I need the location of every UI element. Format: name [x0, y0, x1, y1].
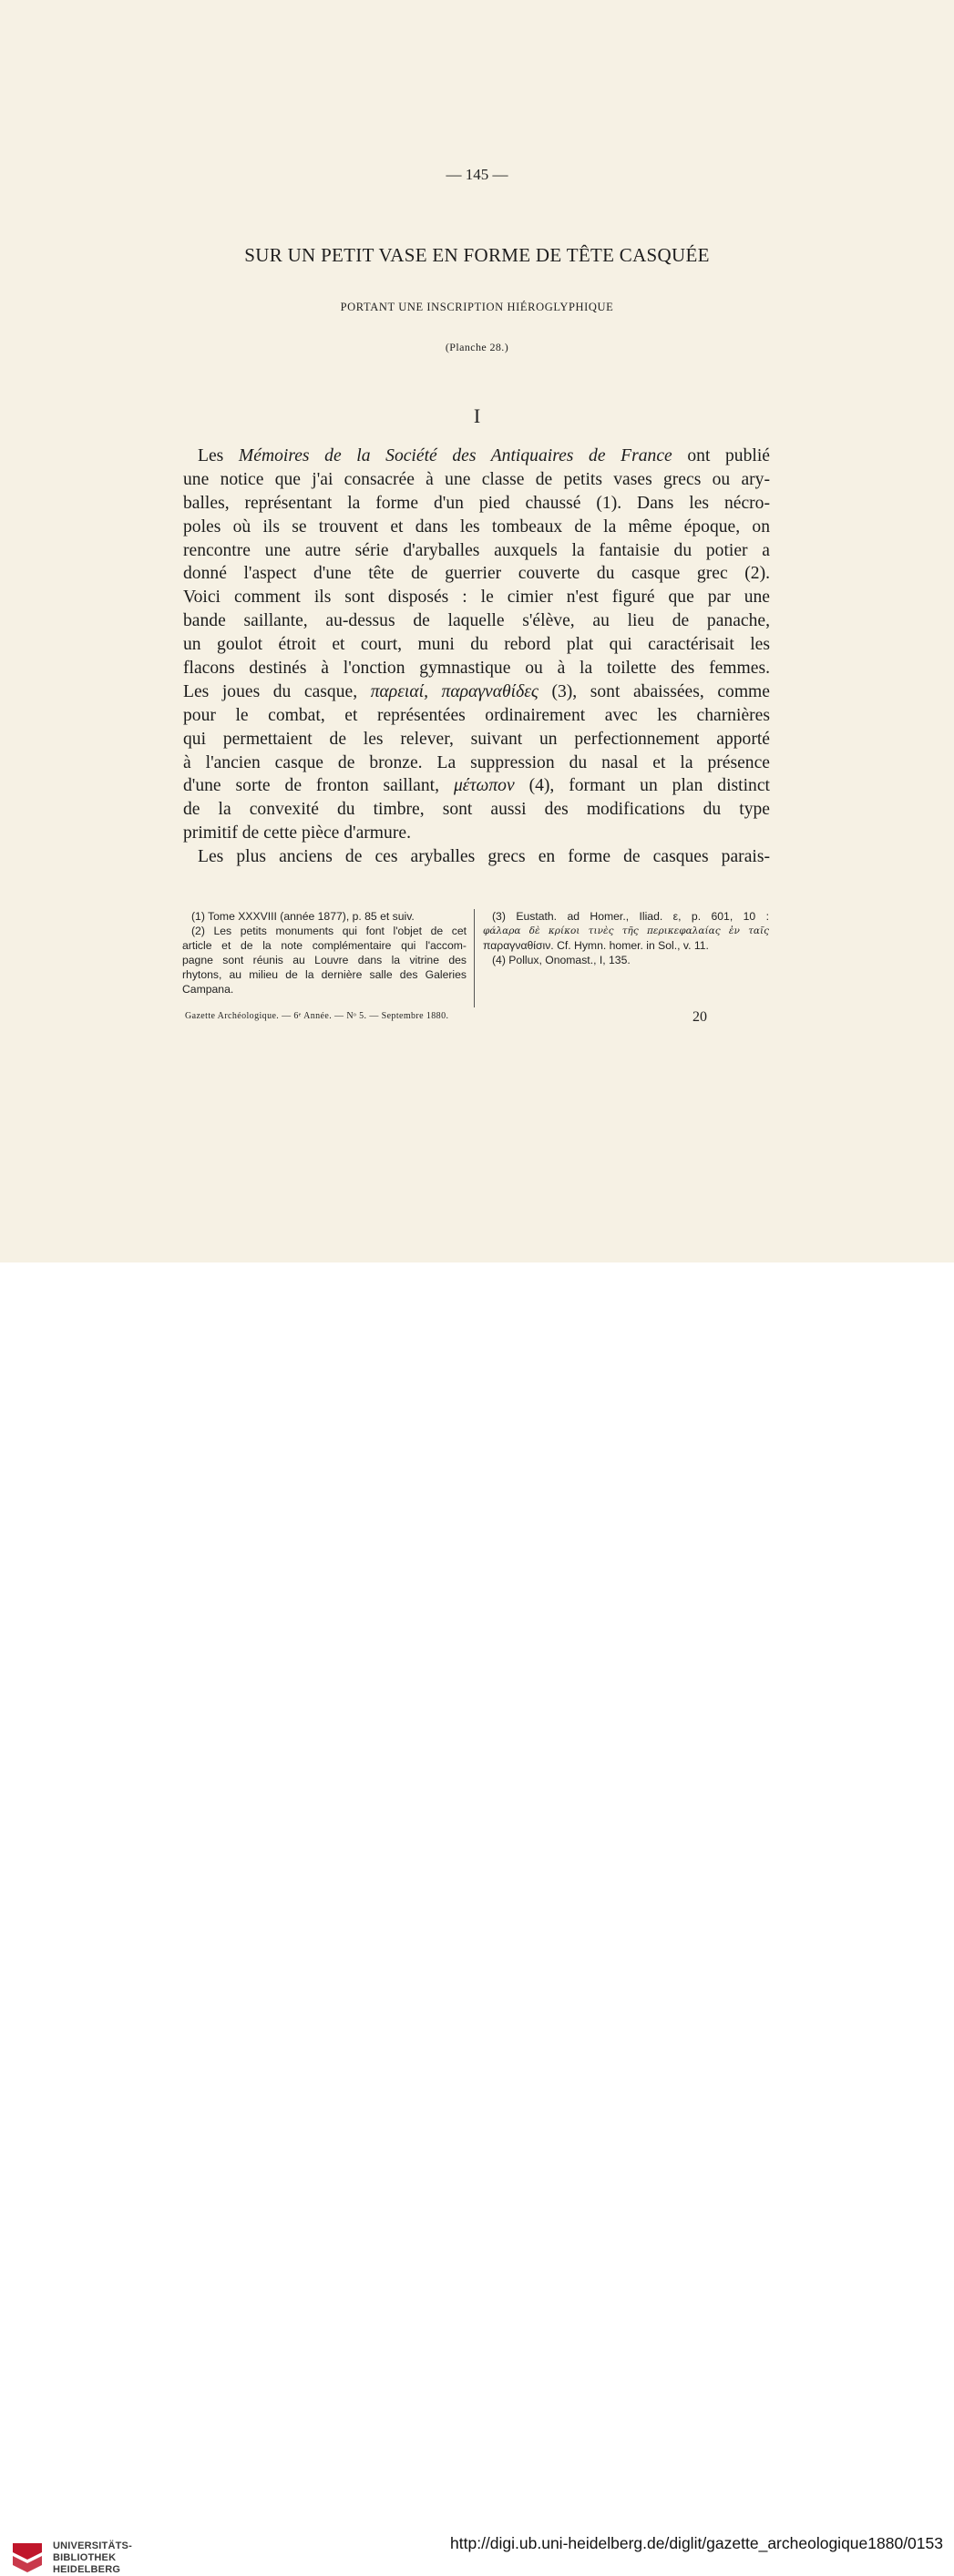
library-banner [0, 1262, 954, 2575]
body-line: Voici comment ils sont disposés : le cimier n'est figuré que par une [183, 588, 770, 608]
body-line: primitif de cette pièce d'armure. [183, 823, 411, 843]
footnote-line: (1) Tome XXXVIII (année 1877), p. 85 et suiv. [191, 910, 415, 923]
body-line-emphasis: Mémoires de la Société des Antiquaires de France [238, 446, 672, 465]
page-number: — 145 — [446, 166, 508, 183]
body-line-text: ont publié [672, 446, 770, 465]
body-line: Les plus anciens de ces aryballes grecs en forme de casques parais- [198, 847, 770, 867]
body-line: de la convexité du timbre, sont aussi des modifications du type [183, 800, 770, 820]
body-line [183, 680, 770, 704]
footnote-line: article et de la note complémentaire qui l'accom- [182, 939, 467, 953]
body-line: bande saillante, au-dessus de laquelle s'élève, au lieu de panache, [183, 611, 770, 631]
body-line-emphasis: παρειαί, παραγναθίδες [370, 681, 539, 701]
plate-reference: (Planche 28.) [445, 341, 509, 353]
body-line [183, 774, 770, 798]
body-line-text: d'une sorte de fronton saillant, [183, 776, 454, 796]
footnote-line: παραγναθίσιν. Cf. Hymn. homer. in Sol., v. 11. [483, 939, 709, 953]
library-name-line: BIBLIOTHEK [53, 2552, 117, 2563]
footnotes [182, 909, 771, 1011]
university-library-logo-icon [9, 2540, 46, 2576]
footnote-line: φάλαρα δὲ κρίκοι τινὲς τῆς περικεφαλαίας ἐν ταῖς [483, 925, 769, 937]
footnotes-left-column [182, 909, 467, 997]
body-line: balles, représentant la forme d'un pied chaussé (1). Dans les nécro- [183, 493, 770, 513]
footnote-line: (2) Les petits monuments qui font l'objet de cet [191, 925, 467, 938]
body-line: flacons destinés à l'onction gymnastique ou à la toilette des femmes. [183, 659, 770, 679]
footnote-line: rhytons, au milieu de la dernière salle des Galeries [182, 968, 467, 982]
body-line-text: (3), sont abaissées, comme [538, 681, 770, 701]
body-line [183, 445, 770, 468]
body-line: donné l'aspect d'une tête de guerrier couverte du casque grec (2). [183, 564, 770, 584]
signature-mark: 20 [692, 1009, 707, 1025]
section-numeral: I [473, 404, 481, 427]
body-line-text: Les joues du casque, [183, 681, 371, 701]
footnote-line: pagne sont réunis au Louvre dans la vitrine des [182, 954, 467, 967]
scanned-page [0, 0, 954, 1262]
body-line: qui permettaient de les relever, suivant un perfectionnement apporté [183, 729, 770, 749]
body-line-text: (4), formant un plan distinct [514, 776, 770, 796]
permalink-url[interactable]: http://digi.ub.uni-heidelberg.de/diglit/gazette_archeologique1880/0153 [450, 2534, 943, 2552]
footnote-line: (4) Pollux, Onomast., I, 135. [492, 954, 631, 967]
library-name-line: HEIDELBERG [53, 2564, 121, 2575]
body-line: pour le combat, et représentées ordinairement avec les charnières [183, 705, 770, 725]
body-line: rencontre une autre série d'aryballes auxquels la fantaisie du potier a [183, 540, 770, 560]
body-line-text: Les [198, 446, 239, 465]
footnote-divider [474, 909, 475, 1007]
library-name-line: UNIVERSITÄTS- [53, 2540, 132, 2551]
body-line: poles où ils se trouvent et dans les tombeaux de la même époque, on [183, 516, 770, 537]
article-subtitle: PORTANT UNE INSCRIPTION HIÉROGLYPHIQUE [340, 301, 614, 313]
article-title: SUR UN PETIT VASE EN FORME DE TÊTE CASQUÉE [244, 244, 710, 266]
footnotes-right-column [483, 909, 769, 967]
body-line: un goulot étroit et court, muni du rebord plat qui caractérisait les [183, 635, 770, 655]
footnote-line: (3) Eustath. ad Homer., Iliad. ε, p. 601, 10 : [492, 910, 769, 923]
journal-footer: Gazette Archéologique. — 6ᵉ Année. — Nᵒ 5. — Septembre 1880. [185, 1011, 449, 1021]
library-name [53, 2540, 132, 2576]
footnote-line: Campana. [182, 983, 234, 997]
body-line: une notice que j'ai consacrée à une classe de petits vases grecs ou ary- [183, 469, 770, 489]
body-line-emphasis: μέτωπον [453, 776, 515, 796]
body-line: à l'ancien casque de bronze. La suppression du nasal et la présence [183, 752, 770, 772]
body-text [183, 445, 770, 869]
